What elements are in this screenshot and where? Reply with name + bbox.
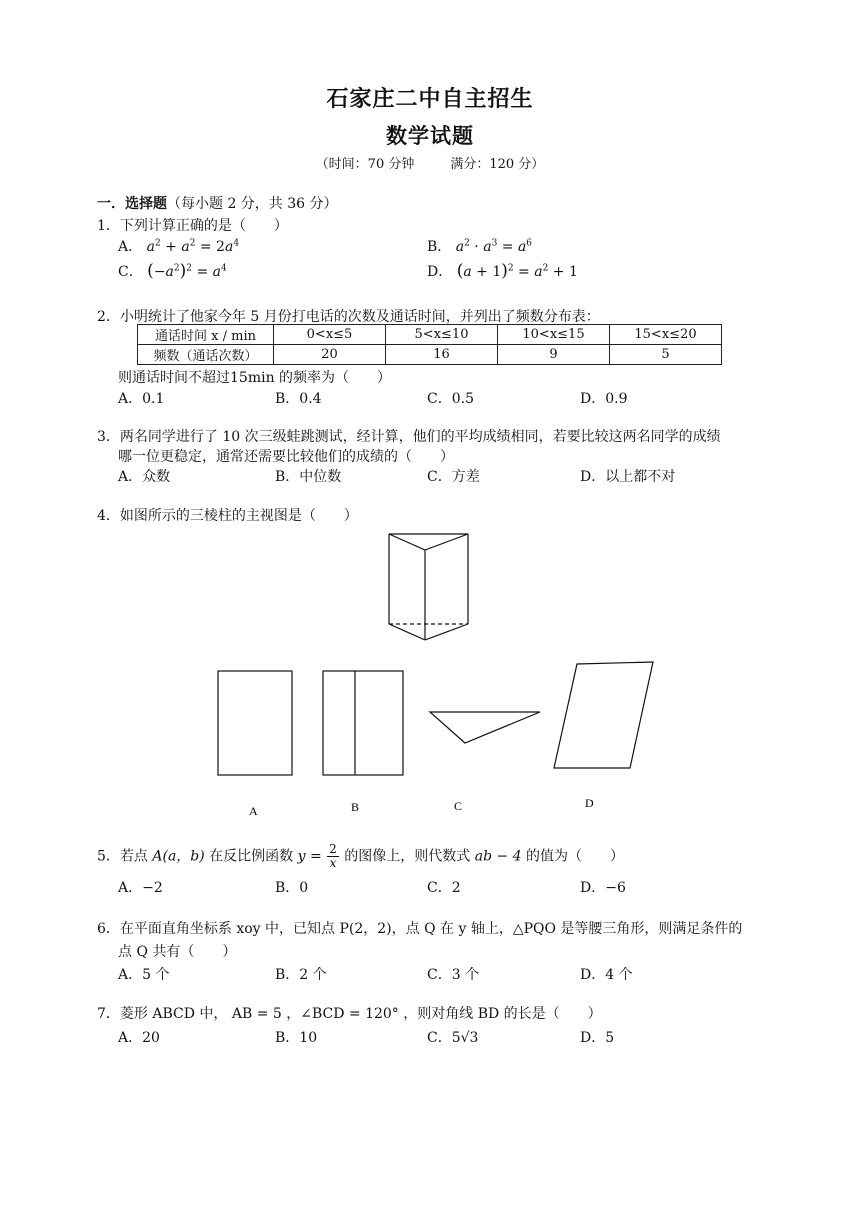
q3-line2: 哪一位更稳定，通常还需要比较他们的成绩的（ ） bbox=[118, 449, 454, 465]
q2-option-c: C．0.5 bbox=[427, 391, 474, 407]
table-cell: 20 bbox=[274, 345, 386, 365]
q7-stem: 7．菱形 ABCD 中， AB = 5 ，∠BCD = 120° ，则对角线 BD 的长是（ ） bbox=[97, 1006, 602, 1022]
q3-option-b: B．中位数 bbox=[275, 469, 342, 485]
q5-stem bbox=[97, 843, 624, 870]
q5-point: A(a，b) bbox=[152, 848, 205, 865]
section-note: （每小题 2 分，共 36 分） bbox=[167, 196, 338, 212]
figure-label-c: C bbox=[454, 799, 463, 813]
table-cell: 9 bbox=[498, 345, 610, 365]
q5-text: 的图像上，则代数式 bbox=[344, 848, 471, 865]
q1-option-c: C． $(-a^2)^2 = a^4$ bbox=[118, 261, 227, 281]
q2-option-b: B．0.4 bbox=[275, 391, 322, 407]
option-b-rectangle bbox=[323, 671, 403, 775]
q2-followup: 则通话时间不超过15min 的频率为（ ） bbox=[118, 370, 392, 386]
q6-option-b: B．2 个 bbox=[275, 967, 327, 983]
figure-label-b: B bbox=[351, 800, 360, 814]
q6-line1: 6．在平面直角坐标系 xoy 中，已知点 P(2，2)，点 Q 在 y 轴上，△PQO 是等腰三角形，则满足条件的 bbox=[97, 921, 743, 937]
q5-option-d: D．−6 bbox=[580, 880, 626, 896]
q1-c-label: C． bbox=[118, 264, 143, 280]
q5-frac-numerator: 2 bbox=[329, 842, 337, 856]
q3-option-d: D．以上都不对 bbox=[580, 469, 676, 485]
q1-a-label: A． bbox=[118, 239, 143, 255]
q7-option-d: D．5 bbox=[580, 1030, 615, 1046]
table-header-cell: 15<x≤20 bbox=[610, 325, 722, 345]
q5-option-b: B．0 bbox=[275, 880, 309, 896]
q2-option-a: A．0.1 bbox=[118, 391, 165, 407]
figure-label-a: A bbox=[249, 804, 258, 818]
q7-option-c: C．5√3 bbox=[427, 1030, 479, 1046]
q6-option-c: C．3 个 bbox=[427, 967, 480, 983]
exam-time: （时间：70 分钟 bbox=[315, 157, 415, 172]
table-header-cell: 10<x≤15 bbox=[498, 325, 610, 345]
table-header-cell: 0<x≤5 bbox=[274, 325, 386, 345]
q1-option-d: D． $(a + 1)^2 = a^2 + 1$ bbox=[427, 261, 578, 281]
exam-score: 满分：120 分） bbox=[450, 157, 545, 172]
exam-title: 石家庄二中自主招生 bbox=[326, 86, 534, 112]
q1-b-label: B． bbox=[427, 239, 452, 255]
option-c-triangle bbox=[430, 712, 540, 743]
table-header-cell: 5<x≤10 bbox=[386, 325, 498, 345]
q6-line2: 点 Q 共有（ ） bbox=[118, 944, 237, 960]
q6-option-a: A．5 个 bbox=[118, 967, 170, 983]
q5-text: 的值为（ ） bbox=[526, 848, 625, 865]
table-cell: 5 bbox=[610, 345, 722, 365]
table-header-cell: 通话时间 x / min bbox=[138, 325, 274, 345]
q3-option-c: C．方差 bbox=[427, 469, 480, 485]
q3-line1: 3．两名同学进行了 10 次三级蛙跳测试，经计算，他们的平均成绩相同，若要比较这两名同学的成绩 bbox=[97, 429, 721, 445]
option-a-rectangle bbox=[218, 671, 292, 775]
table-cell: 16 bbox=[386, 345, 498, 365]
q5-option-c: C．2 bbox=[427, 880, 461, 896]
q5-option-a: A．−2 bbox=[118, 880, 163, 896]
q5-func-lhs: y = bbox=[297, 848, 322, 865]
q4-stem: 4．如图所示的三棱柱的主视图是（ ） bbox=[97, 508, 358, 524]
q7-option-a: A．20 bbox=[118, 1030, 160, 1046]
q1-stem: 1．下列计算正确的是（ ） bbox=[97, 218, 288, 234]
q5-fraction bbox=[327, 843, 339, 870]
triangular-prism bbox=[389, 534, 468, 640]
exam-subtitle: 数学试题 bbox=[386, 123, 474, 148]
q5-expression: ab − 4 bbox=[474, 848, 522, 865]
option-d-parallelogram bbox=[554, 662, 653, 768]
q2-option-d: D．0.9 bbox=[580, 391, 628, 407]
q2-stem: 2．小明统计了他家今年 5 月份打电话的次数及通话时间，并列出了频数分布表： bbox=[97, 309, 600, 325]
figure-label-d: D bbox=[585, 796, 594, 810]
q5-text: 5．若点 bbox=[97, 848, 148, 865]
q3-option-a: A．众数 bbox=[118, 469, 171, 485]
q1-d-label: D． bbox=[427, 264, 453, 280]
q6-option-d: D．4 个 bbox=[580, 967, 633, 983]
q1-option-b: B． $a^2 \cdot a^3 = a^6$ bbox=[427, 238, 533, 255]
q5-frac-denominator: x bbox=[329, 856, 337, 870]
q5-text: 在反比例函数 bbox=[209, 848, 294, 865]
table-cell: 频数（通话次数） bbox=[138, 345, 274, 365]
section-name: 一．选择题 bbox=[97, 196, 167, 212]
q7-option-b: B．10 bbox=[275, 1030, 318, 1046]
q1-option-a: A． $a^2 + a^2 = 2a^4$ bbox=[118, 238, 240, 255]
